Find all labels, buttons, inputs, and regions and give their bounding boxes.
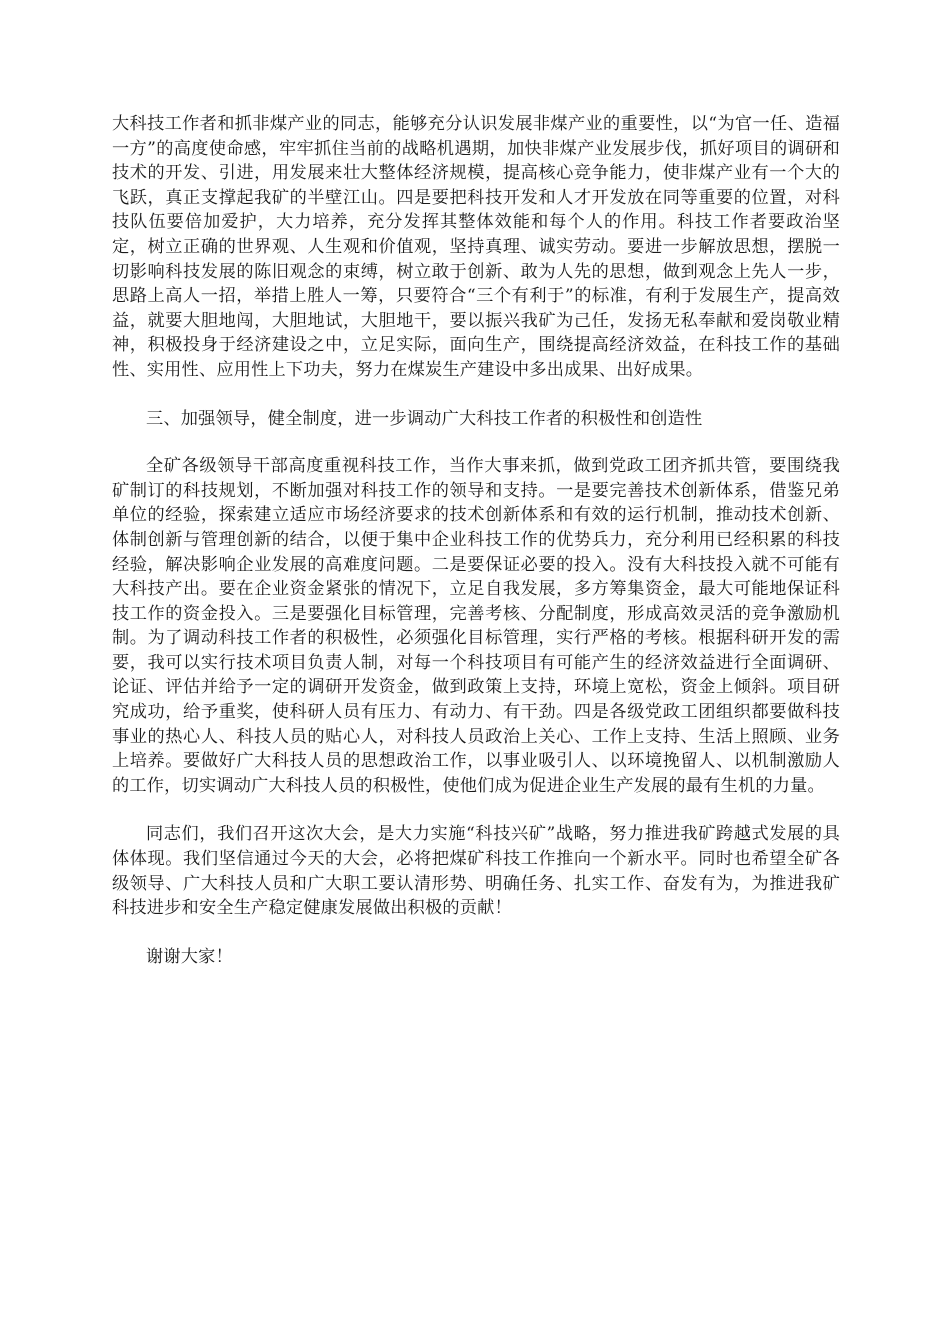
closing-remark: 谢谢大家！ (146, 946, 233, 967)
paragraph-leadership: 全矿各级领导干部高度重视科技工作，当作大事来抓，做到党政工团齐抓共管，要围绕我矿制订的科技规划，不断加强对科技工作的领导和支持。一是要完善技术创新体系，借鉴兄弟单位的经验，探索建立适应市场经济要求的技术创新体系和有效的运行机制，推动技术创新、体制创新与管理创新的结合，以便于集中企业科技工作的优势兵力，充分利用已经积累的科技经验，解决影响企业发展的高难度问题。二是要保证必要的投入。没有大科技投入就不可能有大科技产出。要在企业资金紧张的情况下，立足自我发展，多方筹集资金，最大可能地保证科技工作的资金投入。三是要强化目标管理，完善考核、分配制度，形成高效灵活的竞争激励机制。为了调动科技工作者的积极性，必须强化目标管理，实行严格的考核。根据科研开发的需要，我可以实行技术项目负责人制，对每一个科技项目有可能产生的经济效益进行全面调研、论证、评估并给予一定的调研开发资金，做到政策上支持，环境上宽松，资金上倾斜。项目研究成功，给予重奖，使科研人员有压力、有动力、有干劲。四是各级党政工团组织都要做科技事业的热心人、科技人员的贴心人，对科技人员政治上关心、工作上支持、生活上照顾、业务上培养。要做好广大科技人员的思想政治工作，以事业吸引人、以环境挽留人、以机制激励人的工作，切实调动广大科技人员的积极性，使他们成为促进企业生产发展的最有生机的力量。 (112, 456, 840, 796)
document-page (112, 112, 840, 969)
section-heading: 三、加强领导，健全制度，进一步调动广大科技工作者的积极性和创造性 (146, 408, 703, 429)
paragraph-conclusion: 同志们，我们召开这次大会，是大力实施“科技兴矿”战略，努力推进我矿跨越式发展的具体体现。我们坚信通过今天的大会，必将把煤矿科技工作推向一个新水平。同时也希望全矿各级领导、广大科技人员和广大职工要认清形势、明确任务、扎实工作、奋发有为，为推进我矿科技进步和安全生产稳定健康发展做出积极的贡献！ (112, 824, 840, 919)
paragraph-continued: 大科技工作者和抓非煤产业的同志，能够充分认识发展非煤产业的重要性，以“为官一任、造福一方”的高度使命感，牢牢抓住当前的战略机遇期，加快非煤产业发展步伐，抓好项目的调研和技术的开发、引进，用发展来壮大整体经济规模，提高核心竞争能力，使非煤产业有一个大的飞跃，真正支撑起我矿的半壁江山。四是要把科技开发和人才开发放在同等重要的位置，对科技队伍要倍加爱护，大力培养，充分发挥其整体效能和每个人的作用。科技工作者要政治坚定，树立正确的世界观、人生观和价值观，坚持真理、诚实劳动。要进一步解放思想，摆脱一切影响科技发展的陈旧观念的束缚，树立敢于创新、敢为人先的思想，做到观念上先人一步，思路上高人一招，举措上胜人一筹，只要符合“三个有利于”的标准，有利于发展生产，提高效益，就要大胆地闯，大胆地试，大胆地干，要以振兴我矿为己任，发扬无私奉献和爱岗敬业精神，积极投身于经济建设之中，立足实际，面向生产，围绕提高经济效益，在科技工作的基础性、实用性、应用性上下功夫，努力在煤炭生产建设中多出成果、出好成果。 (112, 114, 840, 380)
